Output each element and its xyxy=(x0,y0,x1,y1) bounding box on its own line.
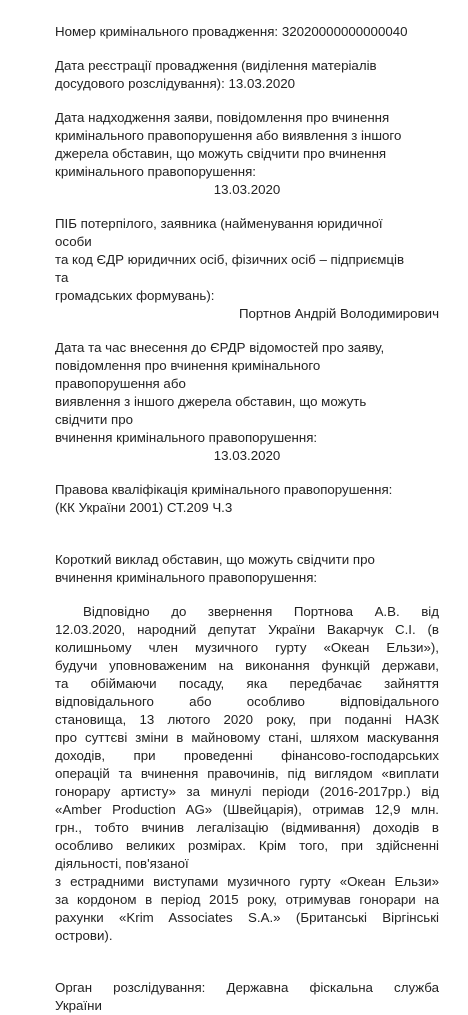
summary-body-line: діяльності, пов'язаної xyxy=(55,856,189,871)
erdr-line: повідомлення про вчинення кримінального xyxy=(55,358,321,373)
summary-body-line: острови). xyxy=(55,928,113,943)
summary-body-line: про суттєві зміни в майновому стані, шляхом маскування xyxy=(55,730,439,745)
registration-line: досудового розслідування): 13.03.2020 xyxy=(55,76,296,91)
erdr-line: вчинення кримінального правопорушення: xyxy=(55,430,318,445)
victim-line: особи xyxy=(55,234,92,249)
erdr-line: Дата та час внесення до ЄРДР відомостей про заяву, xyxy=(55,340,385,355)
qualification-label: Правова кваліфікація кримінального правопорушення: xyxy=(55,482,393,497)
case-number xyxy=(55,23,439,41)
authority-line: Орган розслідування: Державна фіскальна служба xyxy=(55,980,439,995)
report-date xyxy=(55,109,439,199)
summary-body-line: за кордоном в період 2015 року, отримував гонорари на xyxy=(55,892,439,907)
authority-line: України xyxy=(55,998,102,1013)
summary-body-line: з естрадними виступами музичного гурту «Океан Ельзи» xyxy=(55,874,439,889)
summary-body-line: будучи уповноваженим на виконання функцій держави, xyxy=(55,658,439,673)
summary-body-line: Відповідно до звернення Портнова А.В. від xyxy=(83,604,439,619)
summary-body-line: відповідального або особливо відповідального xyxy=(55,694,439,709)
victim-line: та код ЄДР юридичних осіб, фізичних осіб – підприємців xyxy=(55,252,405,267)
summary-heading-line: Короткий виклад обставин, що можуть свідчити про xyxy=(55,552,375,567)
summary-heading-line: вчинення кримінального правопорушення: xyxy=(55,570,318,585)
case-number-label: Номер кримінального провадження: xyxy=(55,24,279,39)
summary-body-line: гонорару артисту» за минулі періоди (2016-2017рр.) від xyxy=(55,784,439,799)
summary-body-line: грн., тобто вчинив легалізацію (відмивання) доходів в xyxy=(55,820,439,835)
summary-body-line: 12.03.2020, народний депутат України Вакарчук С.І. (в xyxy=(55,622,439,637)
victim-line: та xyxy=(55,270,69,285)
victim-info xyxy=(55,215,439,323)
erdr-line: виявлення з іншого джерела обставин, що можуть xyxy=(55,394,367,409)
summary-body-line: доходів, при проведенні фінансово-господарських xyxy=(55,748,439,763)
report-date-line: Дата надходження заяви, повідомлення про вчинення xyxy=(55,110,390,125)
investigating-authority xyxy=(55,979,439,1015)
erdr-date-value: 13.03.2020 xyxy=(213,448,281,463)
registration-date xyxy=(55,57,439,93)
summary-body-line: «Amber Production AG» (Швейцарія), отримав 12,9 млн. xyxy=(55,802,439,817)
report-date-line: кримінального правопорушення: xyxy=(55,164,256,179)
erdr-entry xyxy=(55,339,439,465)
erdr-line: правопорушення або xyxy=(55,376,186,391)
document-page xyxy=(55,23,439,1015)
summary-heading xyxy=(55,551,439,587)
report-date-line: кримінального правопорушення або виявлення з іншого xyxy=(55,128,402,143)
summary-body xyxy=(55,603,439,945)
summary-body-line: особливо великих розмірах. Крім того, при здійсненні xyxy=(55,838,439,853)
summary-body-line: та обіймаючи посаду, яка передбачає зайняття xyxy=(55,676,439,691)
victim-name: Портнов Андрій Володимирович xyxy=(238,306,439,321)
case-number-value: 32020000000000040 xyxy=(281,24,408,39)
summary-body-line: рахунки «Krim Associates S.A.» (Британські Віргінські xyxy=(55,910,439,925)
summary-body-line: операцій та вчинення правочинів, під виглядом «виплати xyxy=(55,766,439,781)
erdr-line: свідчити про xyxy=(55,412,133,427)
registration-line: Дата реєстрації провадження (виділення матеріалів xyxy=(55,58,377,73)
qualification-value: (КК України 2001) СТ.209 Ч.3 xyxy=(55,500,233,515)
legal-qualification xyxy=(55,481,439,517)
summary-body-line: колишньому член музичного гурту «Океан Ельзи»), xyxy=(55,640,439,655)
victim-line: громадських формувань): xyxy=(55,288,215,303)
report-date-value: 13.03.2020 xyxy=(213,182,281,197)
report-date-line: джерела обставин, що можуть свідчити про вчинення xyxy=(55,146,387,161)
victim-line: ПІБ потерпілого, заявника (найменування юридичної xyxy=(55,216,383,231)
summary-body-line: становища, 13 лютого 2020 року, при поданні НАЗК xyxy=(55,712,439,727)
